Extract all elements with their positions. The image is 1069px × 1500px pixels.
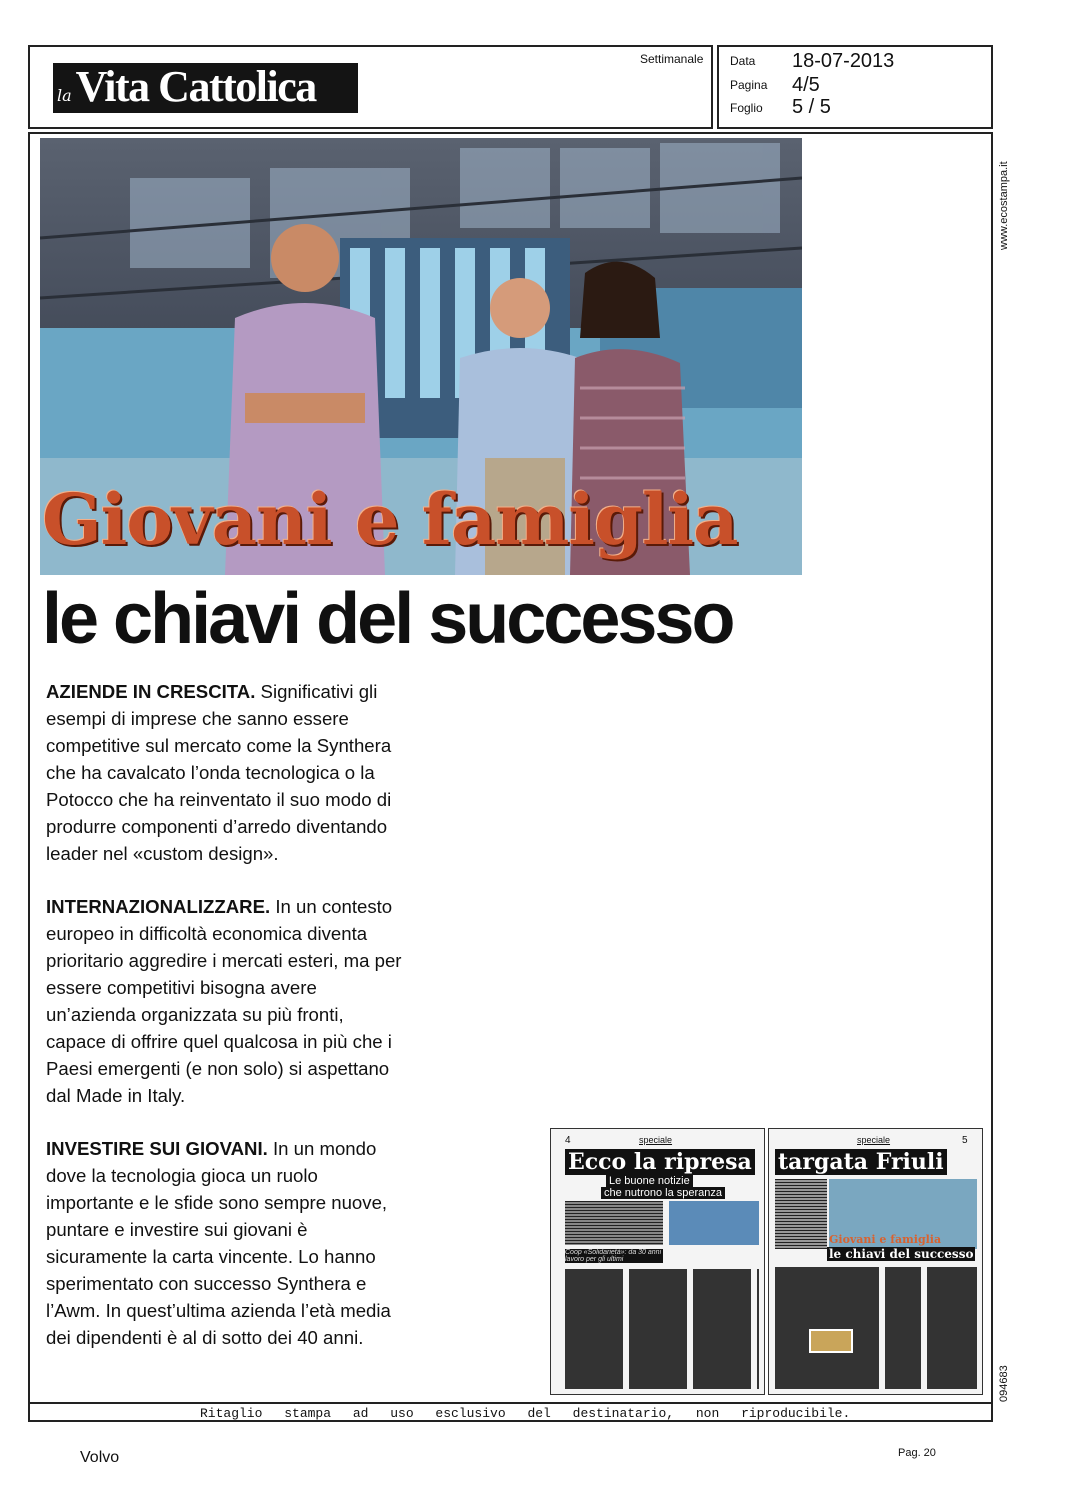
page-number: Pag. 20 bbox=[898, 1447, 936, 1459]
clipping-notice: Ritaglio stampa ad uso esclusivo del destinatario, non riproducibile. bbox=[200, 1406, 851, 1421]
thumb-box-caption: Coop «Solidarietà»: da 30 anni lavoro per gli ultimi bbox=[565, 1249, 662, 1263]
meta-data-value: 18-07-2013 bbox=[792, 50, 895, 72]
thumb-subtitle-2: che nutrono la speranza bbox=[601, 1187, 725, 1199]
thumb-section: speciale bbox=[639, 1135, 673, 1145]
thumb-page-number: 4 bbox=[565, 1135, 571, 1146]
thumbnail-page-5 bbox=[768, 1128, 983, 1395]
meta-pagina-value: 4/5 bbox=[792, 74, 820, 96]
side-code: 094683 bbox=[998, 1365, 1010, 1402]
thumbnail-page-4 bbox=[550, 1128, 765, 1395]
thumb-inner-headline-2: le chiavi del successo bbox=[829, 1247, 974, 1261]
thumb-text-block bbox=[775, 1179, 827, 1249]
thumb-inner-headline-1: Giovani e famiglia bbox=[829, 1233, 942, 1246]
thumb-title: targata Friuli bbox=[775, 1149, 947, 1175]
headline-secondary: le chiavi del successo bbox=[42, 579, 733, 659]
paragraph-internazionalizzare: INTERNAZIONALIZZARE. In un contesto europeo in difficoltà economica diventa prioritario aggredire i mercati esteri, ma per essere competitivi bisogna avere un’azienda organizzata su più fronti, capace di offrire quel qualcosa in più che i Paesi emergenti (e non solo) si aspettano dal Made in Italy. bbox=[46, 896, 402, 1106]
meta-foglio-value: 5 / 5 bbox=[792, 96, 831, 118]
thumb-columns bbox=[565, 1269, 759, 1389]
thumb-truck-image bbox=[669, 1201, 759, 1245]
thumb-columns bbox=[775, 1267, 977, 1389]
meta-data-label: Data bbox=[730, 54, 756, 68]
client-name: Volvo bbox=[80, 1449, 120, 1466]
thumb-title: Ecco la ripresa bbox=[565, 1149, 755, 1175]
thumb-inset-image bbox=[809, 1329, 853, 1353]
paragraph-aziende: AZIENDE IN CRESCITA. Significativi gli esempi di imprese che sanno essere competitive sul mercato come la Synthera che ha cavalcato l’onda tecnologica o la Potocco che ha reinventato il suo modo di produrre componenti d’arredo diventando leader nel «custom design». bbox=[46, 681, 392, 864]
periodicity-label: Settimanale bbox=[640, 52, 704, 66]
meta-pagina-label: Pagina bbox=[730, 78, 768, 92]
headline-primary: Giovani e famiglia bbox=[42, 478, 738, 561]
meta-foglio-label: Foglio bbox=[730, 101, 763, 115]
newspaper-logo: la Vita Cattolica bbox=[53, 63, 358, 113]
thumb-subtitle-1: Le buone notizie bbox=[606, 1175, 693, 1187]
side-url: www.ecostampa.it bbox=[998, 161, 1010, 250]
paragraph-giovani: INVESTIRE SUI GIOVANI. In un mondo dove la tecnologia gioca un ruolo importante e le sfide sono sempre nuove, puntare e investire sui giovani è sicuramente la carta vincente. Lo hanno sperimentato con successo Synthera e l’Awm. In quest’ultima azienda l’età media dei dipendenti è al di sotto dei 40 anni. bbox=[46, 1138, 391, 1348]
thumb-page-number: 5 bbox=[962, 1135, 968, 1146]
thumb-section: speciale bbox=[857, 1135, 891, 1145]
thumb-text-block bbox=[565, 1201, 663, 1245]
